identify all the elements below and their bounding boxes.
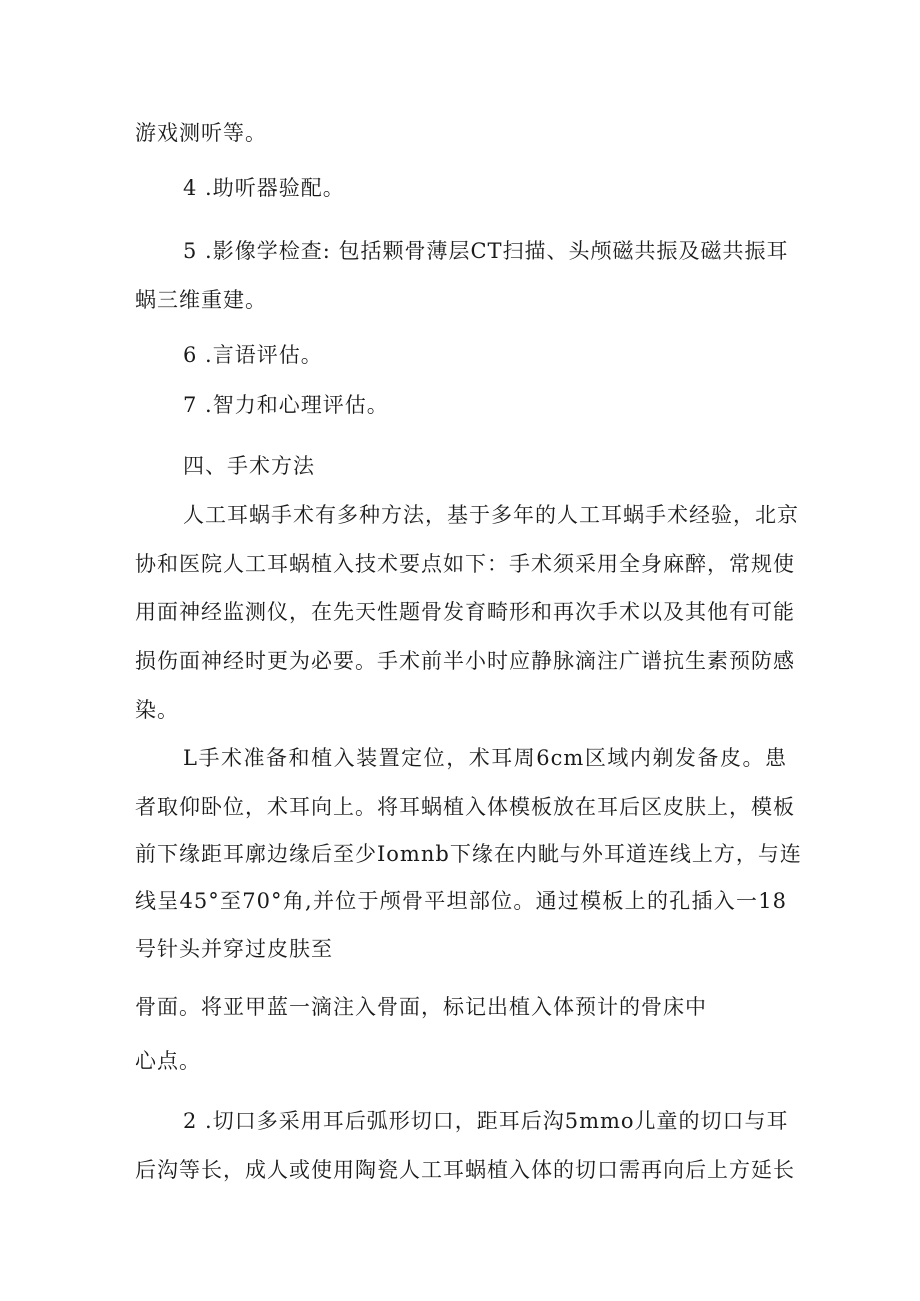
- paragraph-line: 号针头并穿过皮肤至: [135, 937, 333, 961]
- list-item-2: 2 .切口多采用耳后弧形切口，距耳后沟5mmo儿童的切口与耳: [183, 1109, 789, 1133]
- paragraph-line: 者取仰卧位，术耳向上。将耳蜗植入体模板放在耳后区皮肤上，模板: [135, 795, 795, 819]
- paragraph-line: 人工耳蜗手术有多种方法，基于多年的人工耳蜗手术经验，北京: [183, 503, 799, 527]
- text-line-4: 蜗三维重建。: [135, 288, 267, 312]
- text-line-1: 游戏测听等。: [135, 121, 267, 145]
- paragraph-line: 骨面。将亚甲蓝一滴注入骨面，标记出植入体预计的骨床中: [135, 995, 707, 1019]
- paragraph-line: L手术准备和植入装置定位，术耳周6cm区域内剃发备皮。患: [183, 746, 787, 770]
- paragraph-line: 心点。: [135, 1049, 201, 1073]
- paragraph-line: 协和医院人工耳蜗植入技术要点如下：手术须采用全身麻醉，常规使: [135, 552, 795, 576]
- paragraph-line: 线呈45°至70°角,并位于颅骨平坦部位。通过模板上的孔插入一18: [135, 889, 787, 913]
- section-heading: 四、手术方法: [183, 454, 315, 478]
- paragraph-line: 染。: [135, 698, 179, 722]
- paragraph-line: 损伤面神经时更为必要。手术前半小时应静脉滴注广谱抗生素预防感: [135, 649, 795, 673]
- list-item-7: 7 .智力和心理评估。: [183, 393, 389, 417]
- paragraph-line: 后沟等长，成人或使用陶瓷人工耳蜗植入体的切口需再向后上方延长: [135, 1158, 795, 1182]
- list-item-4: 4 .助听器验配。: [183, 176, 345, 200]
- list-item-5: 5 .影像学检查: 包括颗骨薄层CT扫描、头颅磁共振及磁共振耳: [183, 239, 789, 263]
- paragraph-line: 前下缘距耳廓边缘后至少Iomnb下缘在内眦与外耳道连线上方，与连: [135, 842, 802, 866]
- paragraph-line: 用面神经监测仪，在先天性题骨发育畸形和再次手术以及其他有可能: [135, 600, 795, 624]
- list-item-6: 6 .言语评估。: [183, 343, 323, 367]
